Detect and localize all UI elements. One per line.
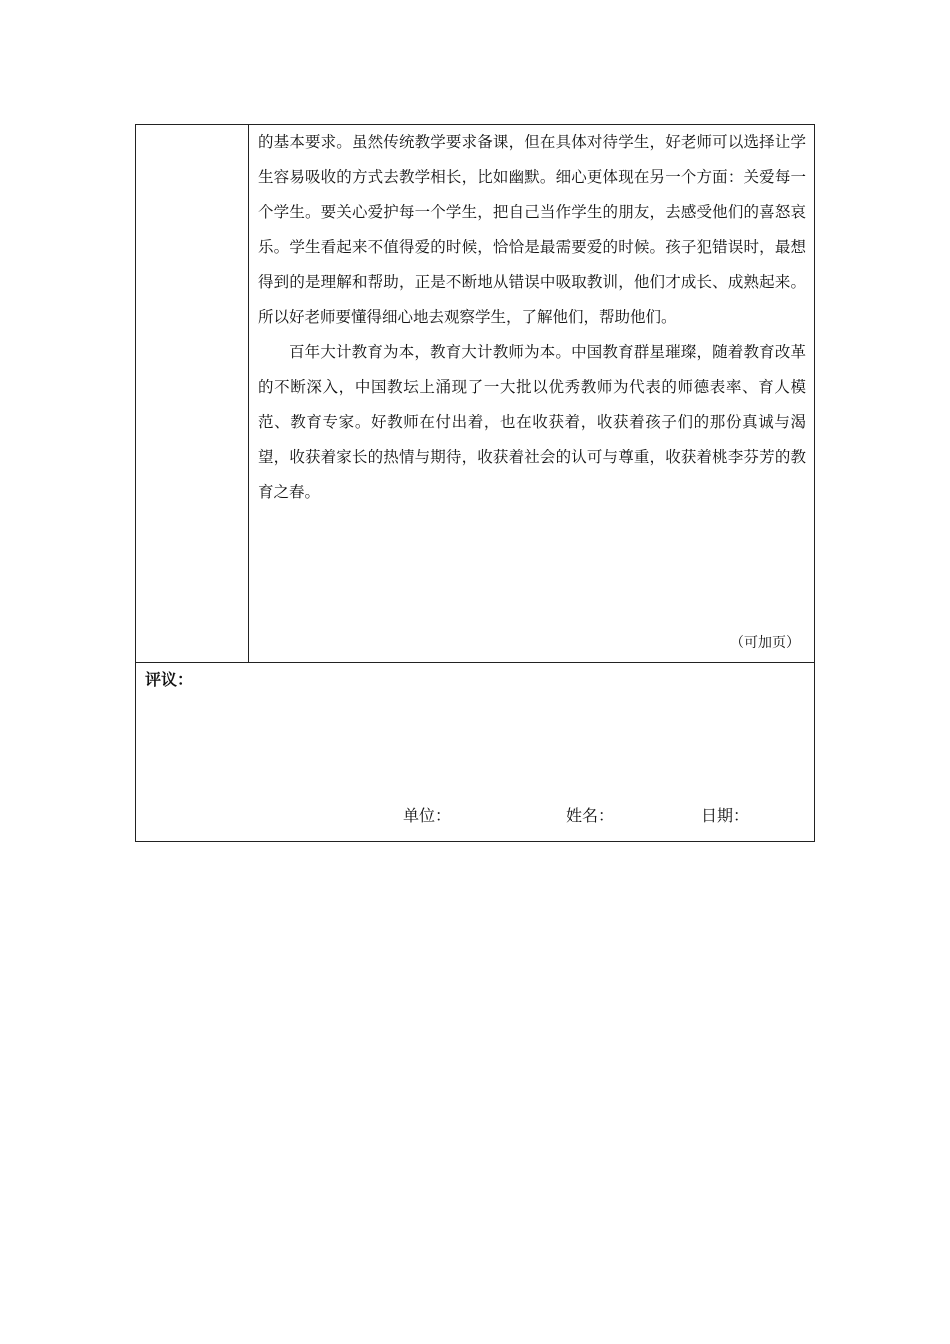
- add-page-note: （可加页）: [730, 635, 800, 651]
- form-table: [135, 124, 815, 842]
- date-label: 日期：: [701, 806, 750, 825]
- essay-paragraph-2: 百年大计教育为本，教育大计教师为本。中国教育群星璀璨，随着教育改革的不断深入，中国教坛上涌现了一大批以优秀教师为代表的师德表率、育人模范、教育专家。好教师在付出着，也在收获着，收获着孩子们的那份真诚与渴望，收获着家长的热情与期待，收获着社会的认可与尊重，收获着桃李芬芳的教育之春。: [258, 343, 806, 501]
- left-label-cell: [136, 125, 249, 662]
- essay-paragraph-1: 的基本要求。虽然传统教学要求备课，但在具体对待学生，好老师可以选择让学生容易吸收的方式去教学相长，比如幽默。细心更体现在另一个方面：关爱每一个学生。要关心爱护每一个学生，把自己当作学生的朋友，去感受他们的喜怒哀乐。学生看起来不值得爱的时候，恰恰是最需要爱的时候。孩子犯错误时，最想得到的是理解和帮助，正是不断地从错误中吸取教训，他们才成长、成熟起来。所以好老师要懂得细心地去观察学生，了解他们，帮助他们。: [258, 133, 806, 326]
- review-row: [136, 663, 814, 841]
- review-label: 评议：: [145, 670, 194, 689]
- content-row: [136, 125, 814, 663]
- essay-cell: [249, 125, 814, 662]
- name-label: 姓名：: [566, 806, 615, 825]
- unit-label: 单位：: [403, 806, 452, 825]
